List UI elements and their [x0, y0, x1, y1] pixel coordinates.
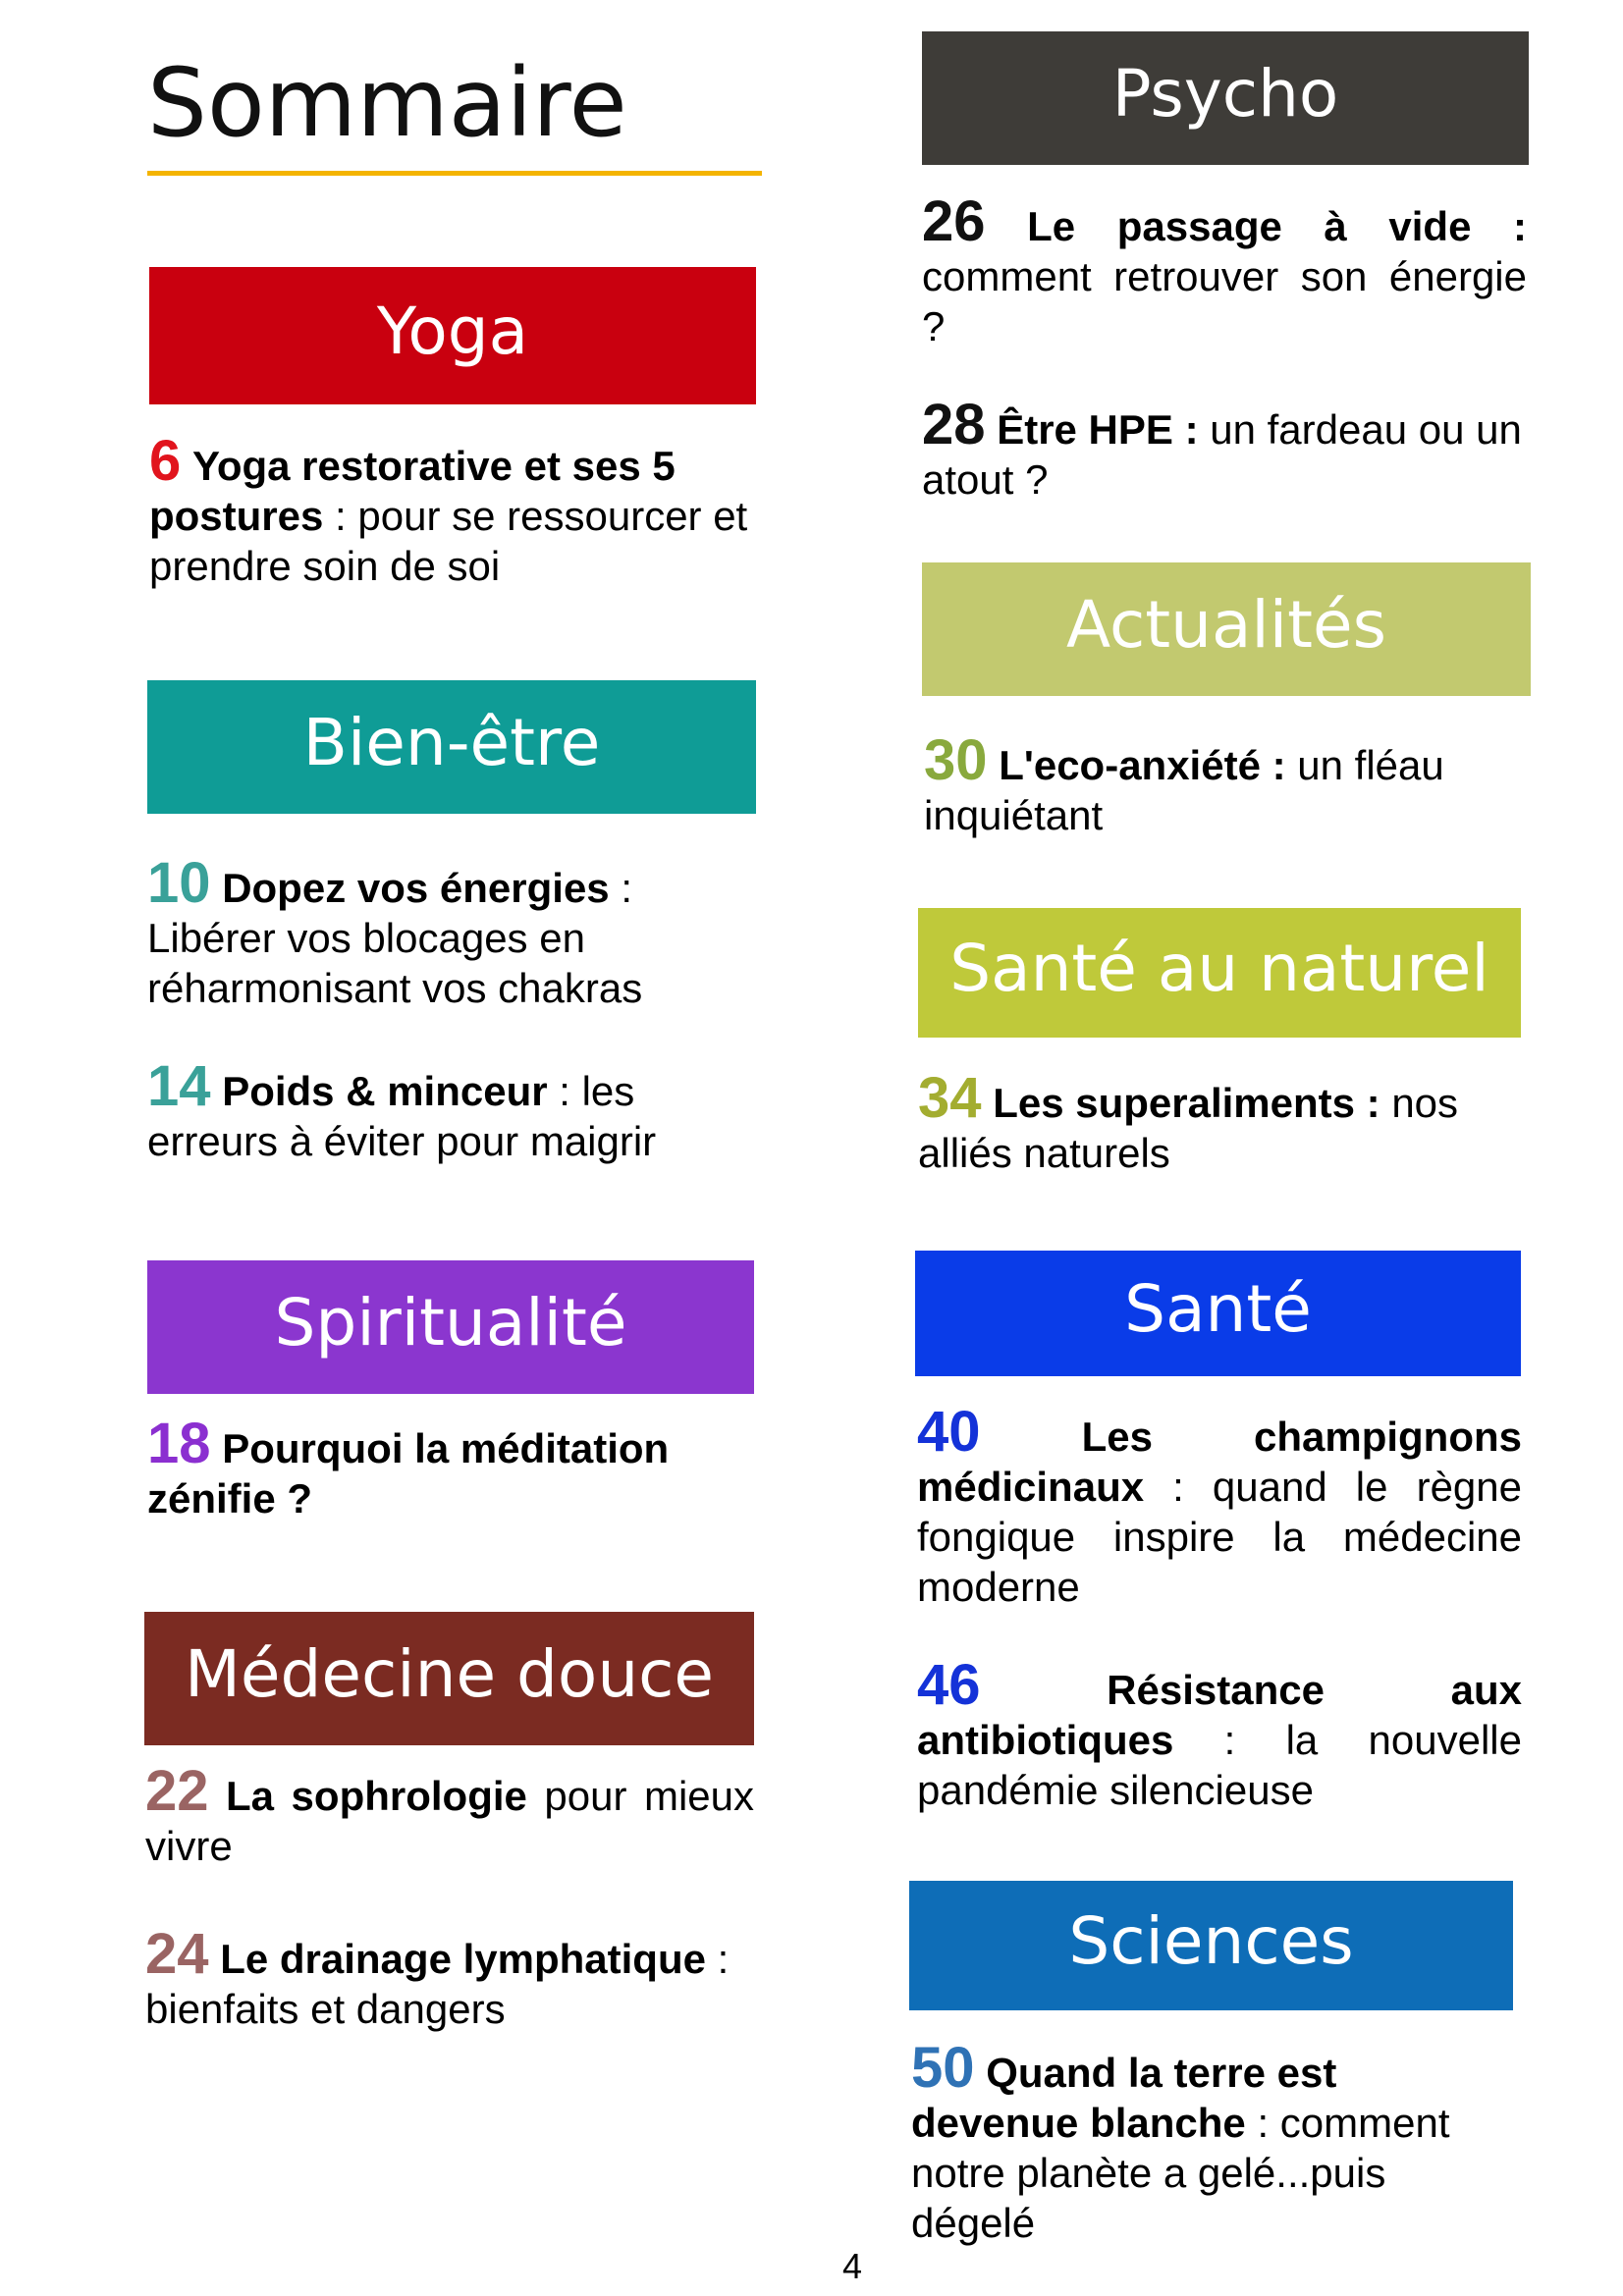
- article-subtitle: : quand le règne fongique inspire la médecine moderne: [917, 1464, 1522, 1610]
- section-header-medecine-douce: Médecine douce: [144, 1612, 754, 1745]
- article-title: L'eco-anxiété :: [999, 742, 1286, 788]
- page-number: 10: [147, 851, 211, 915]
- page-number: 46: [917, 1653, 981, 1717]
- page-number: 22: [145, 1759, 209, 1823]
- article-title: Le passage à vide :: [1027, 203, 1528, 249]
- page-number: 28: [922, 393, 986, 456]
- toc-entry-26[interactable]: [922, 189, 1528, 351]
- section-header-bien-etre: Bien-être: [147, 680, 756, 814]
- article-subtitle: : pour se ressourcer et prendre soin de soi: [149, 493, 748, 589]
- page-number: 24: [145, 1922, 209, 1986]
- section-header-sante-au-naturel: Santé au naturel: [918, 908, 1521, 1038]
- toc-entry-6[interactable]: [149, 429, 758, 591]
- page-number: 34: [918, 1066, 982, 1130]
- toc-entry-14[interactable]: [147, 1054, 736, 1166]
- section-header-sante: Santé: [915, 1251, 1521, 1376]
- page-number: 26: [922, 189, 986, 253]
- article-subtitle: un fardeau ou un atout ?: [922, 406, 1522, 503]
- toc-entry-40[interactable]: [917, 1400, 1522, 1612]
- page-number: 40: [917, 1400, 981, 1464]
- toc-entry-28[interactable]: [922, 393, 1527, 505]
- toc-entry-30[interactable]: [924, 728, 1513, 840]
- article-subtitle: : comment notre planète a gelé...puis dégelé: [911, 2100, 1450, 2246]
- article-subtitle: : bienfaits et dangers: [145, 1936, 730, 2032]
- article-title: Les champignons médicinaux: [917, 1414, 1522, 1510]
- page-number: 30: [924, 728, 988, 792]
- toc-entry-50[interactable]: [911, 2036, 1500, 2248]
- toc-entry-18[interactable]: [147, 1412, 736, 1523]
- title-underline: [147, 171, 762, 176]
- section-header-sciences: Sciences: [909, 1881, 1513, 2010]
- page-title: Sommaire: [147, 48, 627, 158]
- article-title: Yoga restorative et ses 5 postures: [149, 443, 676, 539]
- toc-entry-24[interactable]: [145, 1922, 754, 2034]
- article-title: La sophrologie: [226, 1773, 527, 1819]
- toc-entry-34[interactable]: [918, 1066, 1507, 1178]
- article-subtitle: un fléau inquiétant: [924, 742, 1444, 838]
- article-title: Dopez vos énergies: [222, 865, 610, 911]
- article-title: Être HPE :: [997, 406, 1199, 453]
- article-title: Poids & minceur: [222, 1068, 548, 1114]
- page-number: 6: [149, 429, 182, 493]
- section-header-spiritualite: Spiritualité: [147, 1260, 754, 1394]
- article-subtitle: pour mieux vivre: [145, 1773, 755, 1869]
- article-title: Le drainage lymphatique: [220, 1936, 706, 1982]
- article-title: Quand la terre est devenue blanche: [911, 2050, 1337, 2146]
- article-title: Pourquoi la méditation zénifie ?: [147, 1425, 670, 1522]
- article-title: Les superaliments :: [993, 1080, 1380, 1126]
- article-subtitle: : Libérer vos blocages en réharmonisant vos chakras: [147, 865, 643, 1011]
- toc-entry-10[interactable]: [147, 851, 736, 1013]
- page-number: 14: [147, 1054, 211, 1118]
- section-header-psycho: Psycho: [922, 31, 1529, 165]
- article-subtitle: : les erreurs à éviter pour maigrir: [147, 1068, 657, 1164]
- page-number: 50: [911, 2036, 975, 2100]
- article-subtitle: nos alliés naturels: [918, 1080, 1459, 1176]
- toc-entry-46[interactable]: [917, 1653, 1522, 1815]
- section-header-yoga: Yoga: [149, 267, 756, 404]
- article-title: Résistance aux antibiotiques: [917, 1667, 1522, 1763]
- toc-entry-22[interactable]: [145, 1759, 755, 1871]
- section-header-actualites: Actualités: [922, 562, 1531, 696]
- article-subtitle: comment retrouver son énergie ?: [922, 253, 1527, 349]
- page-number-footer: 4: [842, 2246, 863, 2286]
- page-number: 18: [147, 1412, 211, 1475]
- article-subtitle: : la nouvelle pandémie silencieuse: [917, 1717, 1522, 1813]
